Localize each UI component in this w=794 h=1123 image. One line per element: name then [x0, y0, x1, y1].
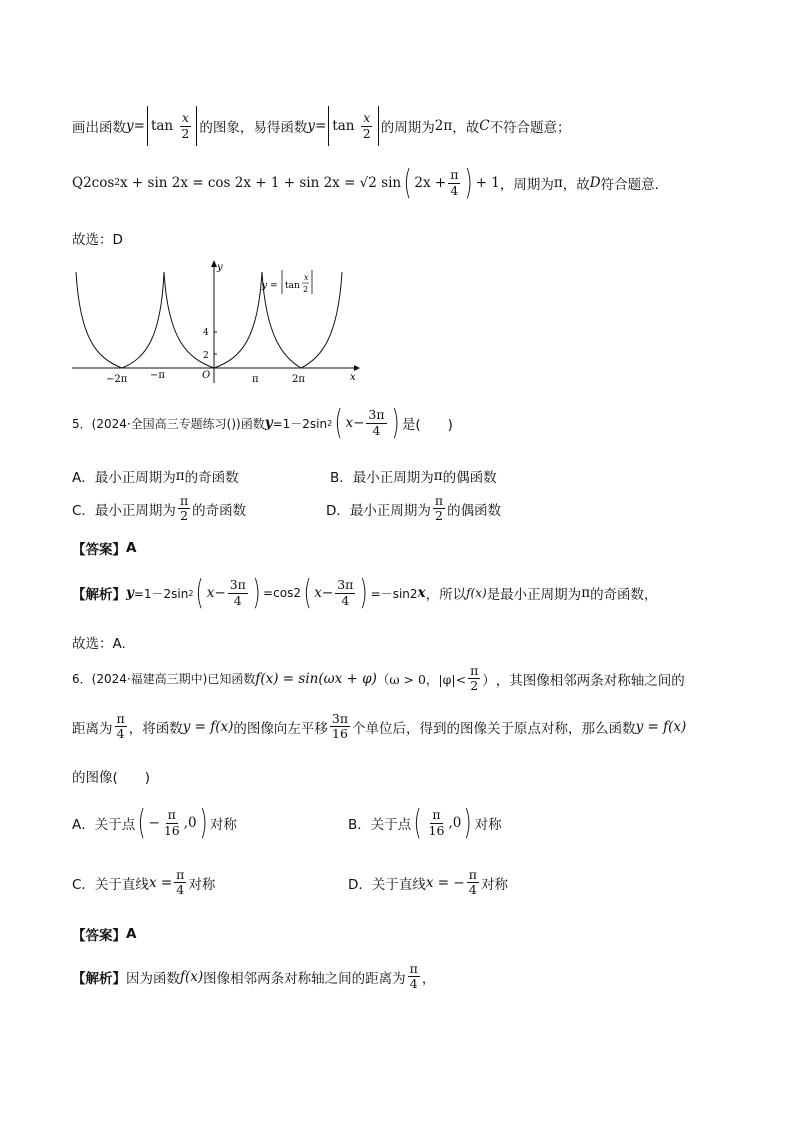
ytick-4: 4: [203, 328, 209, 338]
math: x =: [148, 874, 173, 891]
math: −: [148, 815, 160, 831]
math-cond: （ω > 0，|φ|<: [376, 671, 467, 687]
paren-close: ): [465, 163, 474, 203]
text: C．关于直线: [72, 876, 149, 893]
text: C．最小正周期为: [72, 502, 176, 519]
text: ，故: [562, 177, 590, 193]
answer-value: A: [126, 926, 137, 942]
math: =－sin2: [370, 586, 418, 601]
q5-option-a: [72, 466, 239, 486]
q6-option-c: [72, 868, 215, 898]
math: =1－2sin: [133, 586, 189, 601]
fraction: [467, 868, 479, 898]
paren-open: (: [403, 163, 412, 203]
q5-stem: [72, 403, 453, 443]
text: 的奇函数: [192, 502, 247, 519]
num: π: [409, 961, 418, 976]
fraction: [179, 111, 191, 141]
text: A．最小正周期为: [72, 470, 176, 486]
q6-stem-line2: [72, 712, 686, 742]
den: 2: [470, 678, 479, 694]
text: A．关于点: [72, 817, 136, 833]
text: 不符合题意；: [489, 120, 571, 136]
period: π: [553, 175, 563, 191]
q5-analysis: [72, 573, 658, 613]
math: −: [214, 585, 226, 601]
text: 画出函数: [72, 120, 126, 136]
xtick-origin: O: [202, 370, 211, 381]
math: 2x +: [414, 175, 447, 191]
math: y = f(x): [635, 718, 687, 735]
text: 距离为: [72, 720, 113, 737]
den: 2: [362, 125, 371, 141]
text: 是最小正周期为: [486, 587, 582, 603]
text: 的奇函数，: [590, 587, 658, 603]
q5-answer: [72, 538, 136, 558]
paren-open: (: [137, 803, 146, 843]
text: ，其图像相邻两条对称轴之间的: [495, 672, 685, 689]
den: 4: [116, 726, 125, 742]
paren-close: ): [199, 803, 208, 843]
num: π: [470, 663, 479, 678]
legend-two: 2: [303, 285, 309, 294]
num: 3π: [331, 711, 349, 726]
solution-line-c: [72, 106, 571, 146]
text: 6．(2024·福建高三期中)已知函数: [72, 672, 256, 687]
answer-tag: 【答案】: [72, 542, 126, 558]
num: π: [450, 167, 459, 183]
math-x: x: [314, 585, 322, 601]
text: ，将函数: [128, 720, 183, 737]
math-fx: f(x): [466, 586, 487, 600]
num: 3π: [229, 577, 246, 593]
num: 3π: [368, 407, 385, 423]
paren-open: (: [196, 573, 205, 613]
text: ，周期为: [499, 177, 554, 193]
math: π: [581, 585, 591, 601]
q6-answer: [72, 924, 136, 944]
math: + 1: [475, 175, 500, 191]
text: ，故: [452, 120, 480, 136]
option-d-ref: D: [589, 175, 601, 191]
q5-option-b: [330, 466, 497, 486]
math: y = f(x): [182, 718, 234, 735]
text: 的图像向左平移: [233, 720, 328, 737]
num: x: [363, 110, 371, 126]
fraction: [361, 111, 373, 141]
num: π: [434, 493, 444, 508]
answer-value: A: [126, 540, 137, 556]
text: D．最小正周期为: [326, 502, 431, 519]
text: ，: [421, 970, 436, 987]
math-fx: f(x): [180, 968, 204, 985]
abs-tan: [328, 106, 378, 146]
math: x = −: [425, 874, 465, 891]
sup: 2: [327, 418, 333, 428]
math-y: y: [307, 118, 316, 134]
num: π: [167, 807, 176, 823]
analysis-tag: 【解析】: [72, 587, 126, 603]
num: π: [468, 867, 477, 882]
q6-stem-line1: [72, 664, 685, 694]
x-arrow: [354, 365, 360, 371]
fraction: [330, 712, 350, 742]
xtick-neg2pi: −2π: [106, 374, 128, 385]
curve-left: [76, 272, 164, 368]
xtick-negpi: −π: [150, 370, 165, 381]
math: =1－2sin: [272, 416, 328, 431]
legend-x: x: [304, 273, 309, 282]
text: 对称: [209, 817, 237, 833]
den: 4: [233, 592, 242, 608]
paren-close: ): [252, 573, 261, 613]
xtick-2pi: 2π: [292, 374, 305, 385]
x-label: x: [350, 372, 356, 383]
q5-choose: [72, 632, 126, 652]
num: x: [181, 110, 189, 126]
fraction: [427, 808, 447, 838]
num: π: [432, 807, 441, 823]
q6-option-b: [348, 803, 502, 843]
curve-middle: [164, 272, 262, 368]
text: 对称: [474, 817, 502, 833]
q6-analysis: [72, 962, 435, 992]
analysis-tag: 【解析】: [72, 970, 126, 987]
text: 图像相邻两条对称轴之间的距离为: [203, 970, 406, 987]
num: π: [179, 493, 189, 508]
legend-tan: tan: [285, 281, 300, 291]
fraction: [335, 578, 355, 608]
tan-graph: [66, 258, 366, 388]
tan: tan: [150, 118, 174, 134]
math: =cos2: [263, 586, 302, 600]
sup: 2: [188, 588, 194, 598]
math: π: [175, 468, 185, 484]
math: ,0: [448, 815, 462, 831]
text: ，所以: [425, 587, 467, 603]
math-eq: =: [315, 118, 327, 134]
math: π: [433, 468, 443, 484]
legend-lhs: y =: [262, 281, 278, 291]
y-label: y: [217, 262, 223, 273]
math-y: y: [264, 415, 273, 431]
tan: tan: [332, 118, 355, 134]
math: −: [353, 415, 365, 431]
text: 因为函数: [126, 970, 180, 987]
num: π: [116, 711, 125, 726]
den: 16: [163, 822, 180, 838]
paren-close: ): [360, 573, 369, 613]
paren-close: ): [463, 803, 472, 843]
q6-stem-line3: [72, 766, 150, 786]
text: 符合题意.: [600, 177, 659, 193]
period: 2π: [434, 118, 453, 134]
abs-tan: [147, 106, 197, 146]
math-x: x: [206, 585, 215, 601]
fraction: [228, 578, 248, 608]
math: −: [321, 585, 334, 601]
ytick-2: 2: [203, 351, 209, 361]
fraction: [468, 664, 480, 694]
text: 的图象，易得函数: [199, 120, 308, 136]
math-q: Q: [72, 175, 84, 191]
den: 2: [181, 125, 190, 141]
paren-close: ): [391, 403, 400, 443]
text: 5．(2024·全国高三专题练习())函数: [72, 416, 265, 431]
math-fdef: f(x) = sin(ωx + φ): [255, 670, 377, 687]
fraction: [178, 494, 190, 524]
text: D．关于直线: [348, 876, 426, 893]
math: 2cos: [83, 175, 115, 191]
paren-open: (: [413, 803, 422, 843]
text: 个单位后，得到的图像关于原点对称，那么函数: [352, 720, 636, 737]
text: 的图像( ): [72, 770, 151, 786]
fraction: [366, 408, 386, 438]
den: 4: [450, 182, 459, 198]
text: 对称: [188, 876, 216, 893]
den: 4: [341, 592, 350, 608]
text: 故选：A.: [72, 636, 126, 652]
math-y: y: [126, 585, 134, 601]
option-c-ref: C: [479, 118, 490, 134]
fraction: [162, 808, 182, 838]
math-eq: =: [133, 118, 145, 134]
fraction: [433, 494, 445, 524]
fraction: [174, 868, 186, 898]
math-x: x: [345, 415, 354, 431]
fraction: [115, 712, 127, 742]
sup: 2: [114, 178, 121, 188]
text: 的偶函数: [442, 470, 497, 486]
text: 的奇函数: [184, 470, 239, 486]
answer-tag: 【答案】: [72, 928, 126, 944]
num: π: [176, 867, 185, 882]
den: 2: [435, 508, 443, 524]
q5-option-d: [326, 494, 501, 524]
solution-line-d: [72, 163, 659, 203]
fraction: [448, 168, 460, 198]
q5-option-c: [72, 494, 246, 524]
math-y: y: [126, 118, 134, 134]
text: 是( ): [401, 417, 453, 433]
choose-line: [72, 228, 123, 248]
q6-option-a: [72, 803, 237, 843]
math: ,0: [183, 815, 197, 831]
text: 对称: [480, 876, 508, 893]
xtick-pi: π: [252, 374, 259, 385]
text: 的偶函数: [447, 502, 502, 519]
num: 3π: [337, 577, 354, 593]
q6-option-d: [348, 868, 508, 898]
math: x + sin 2x = cos 2x + 1 + sin 2x = √2 sin: [120, 175, 402, 191]
text: B．关于点: [348, 817, 412, 833]
math-x: x: [417, 585, 426, 601]
text: B．最小正周期为: [330, 470, 434, 486]
text: 故选：D: [72, 232, 123, 248]
text: ）: [482, 672, 496, 689]
den: 16: [428, 822, 445, 838]
den: 4: [468, 882, 477, 898]
den: 4: [176, 882, 185, 898]
den: 16: [332, 726, 348, 742]
den: 4: [372, 422, 381, 438]
den: 2: [180, 508, 189, 524]
paren-open: (: [334, 403, 343, 443]
fraction: [408, 962, 420, 992]
den: 4: [409, 976, 418, 992]
text: 的周期为: [380, 120, 435, 136]
paren-open: (: [303, 573, 312, 613]
